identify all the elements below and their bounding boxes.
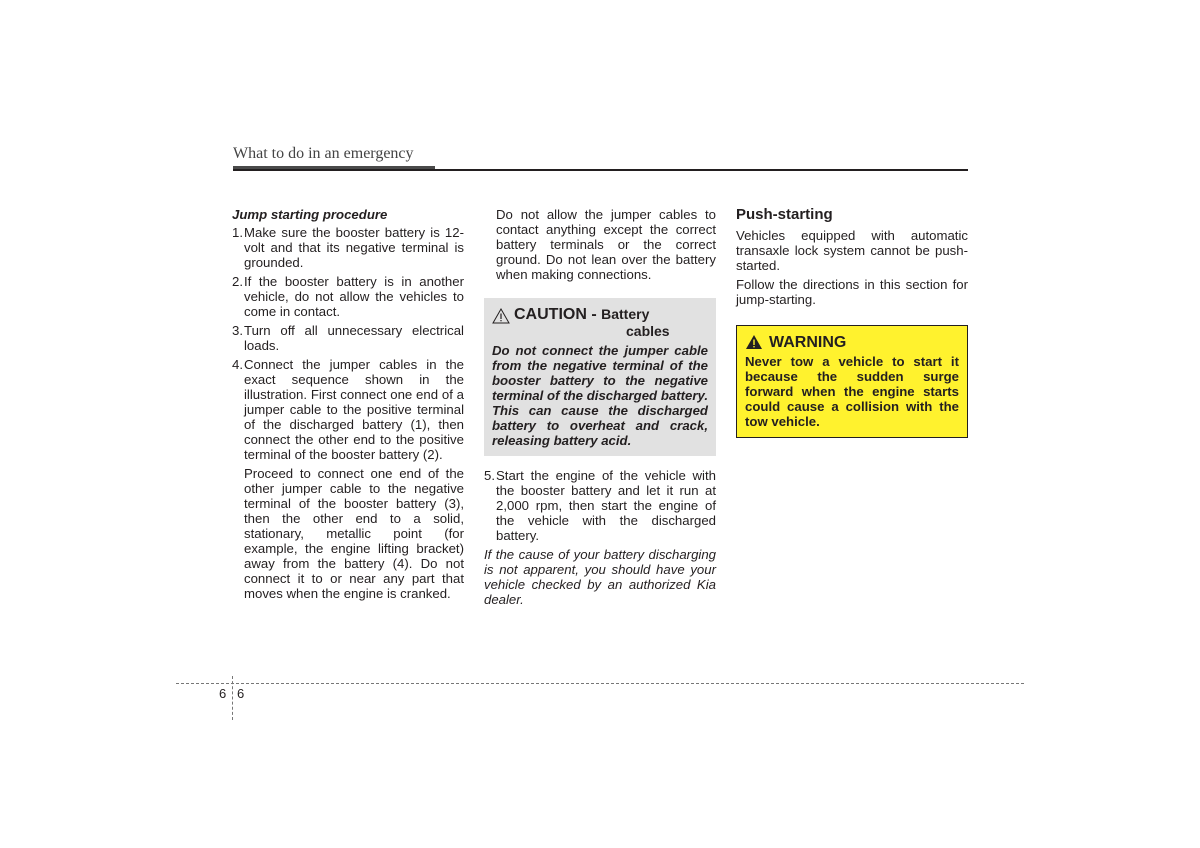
- list-text: Make sure the booster battery is 12-volt and that its negative terminal is grounded.: [244, 225, 464, 270]
- caution-box: [484, 298, 716, 456]
- caution-title: [492, 306, 708, 339]
- caution-title-text: [514, 306, 670, 339]
- push-starting-para1: Vehicles equipped with automatic transaxle lock system cannot be push-started.: [736, 228, 968, 273]
- header-rule: [233, 169, 968, 171]
- warning-title: [745, 334, 959, 350]
- footer-dashed-divider: [232, 676, 233, 720]
- caution-body: Do not connect the jumper cable from the negative terminal of the booster battery to the negative terminal of the discharged battery. This can cause the discharged battery to overheat and crack, releasing battery acid.: [492, 343, 708, 448]
- step4-continuation: Proceed to connect one end of the other jumper cable to the negative terminal of the booster battery (3), then the other end to a solid, stationary, metallic point (for example, the engine lifting bracket) away from the battery (4). Do not connect it to or near any part that moves when the engine is cranked.: [244, 466, 464, 601]
- warning-triangle-icon: [745, 334, 763, 350]
- list-text: Start the engine of the vehicle with the booster battery and let it run at 2,000 rpm, then start the engine of the vehicle with the discharged battery.: [496, 468, 716, 543]
- column-right: [736, 207, 968, 438]
- column-middle: [484, 207, 716, 611]
- list-item: [232, 225, 464, 270]
- list-item: [232, 274, 464, 319]
- list-item: [232, 323, 464, 353]
- push-starting-heading: Push-starting: [736, 206, 833, 223]
- step4-continuation-2: Do not allow the jumper cables to contact anything except the correct battery terminals or the correct ground. Do not lean over the battery when making connections.: [496, 207, 716, 282]
- footer-dashed-rule: [176, 683, 1024, 684]
- warning-body: Never tow a vehicle to start it because the sudden surge forward when the engine starts could cause a collision with the tow vehicle.: [745, 354, 959, 429]
- caution-title-line2: cables: [626, 323, 670, 339]
- list-text: Turn off all unnecessary electrical loads.: [244, 323, 464, 353]
- page-section-number: 6: [219, 686, 227, 701]
- caution-label: CAUTION -: [514, 306, 597, 323]
- warning-title-text: WARNING: [769, 333, 847, 351]
- list-number: 3.: [232, 323, 243, 338]
- header-title: What to do in an emergency: [233, 145, 414, 162]
- list-text: If the booster battery is in another vehicle, do not allow the vehicles to come in contact.: [244, 274, 464, 319]
- page-number: 6: [237, 686, 245, 701]
- page-header: [233, 144, 968, 164]
- list-number: 2.: [232, 274, 243, 289]
- caution-title-line1: Battery: [601, 306, 650, 322]
- list-number: 5.: [484, 468, 495, 483]
- column-left: [232, 207, 464, 601]
- jump-starting-subhead: Jump starting procedure: [232, 207, 388, 222]
- list-number: 4.: [232, 357, 243, 372]
- warning-box: [736, 325, 968, 438]
- push-starting-para2: Follow the directions in this section for jump-starting.: [736, 277, 968, 307]
- list-item: [484, 468, 716, 543]
- list-number: 1.: [232, 225, 243, 240]
- caution-triangle-icon: [492, 308, 510, 324]
- list-item: [232, 357, 464, 462]
- dealer-note: If the cause of your battery discharging is not apparent, you should have your vehicle checked by an authorized Kia dealer.: [484, 547, 716, 607]
- list-text: Connect the jumper cables in the exact sequence shown in the illustration. First connect one end of a jumper cable to the positive terminal of the discharged battery (1), then connect the other end to the positive terminal of the booster battery (2).: [244, 357, 464, 462]
